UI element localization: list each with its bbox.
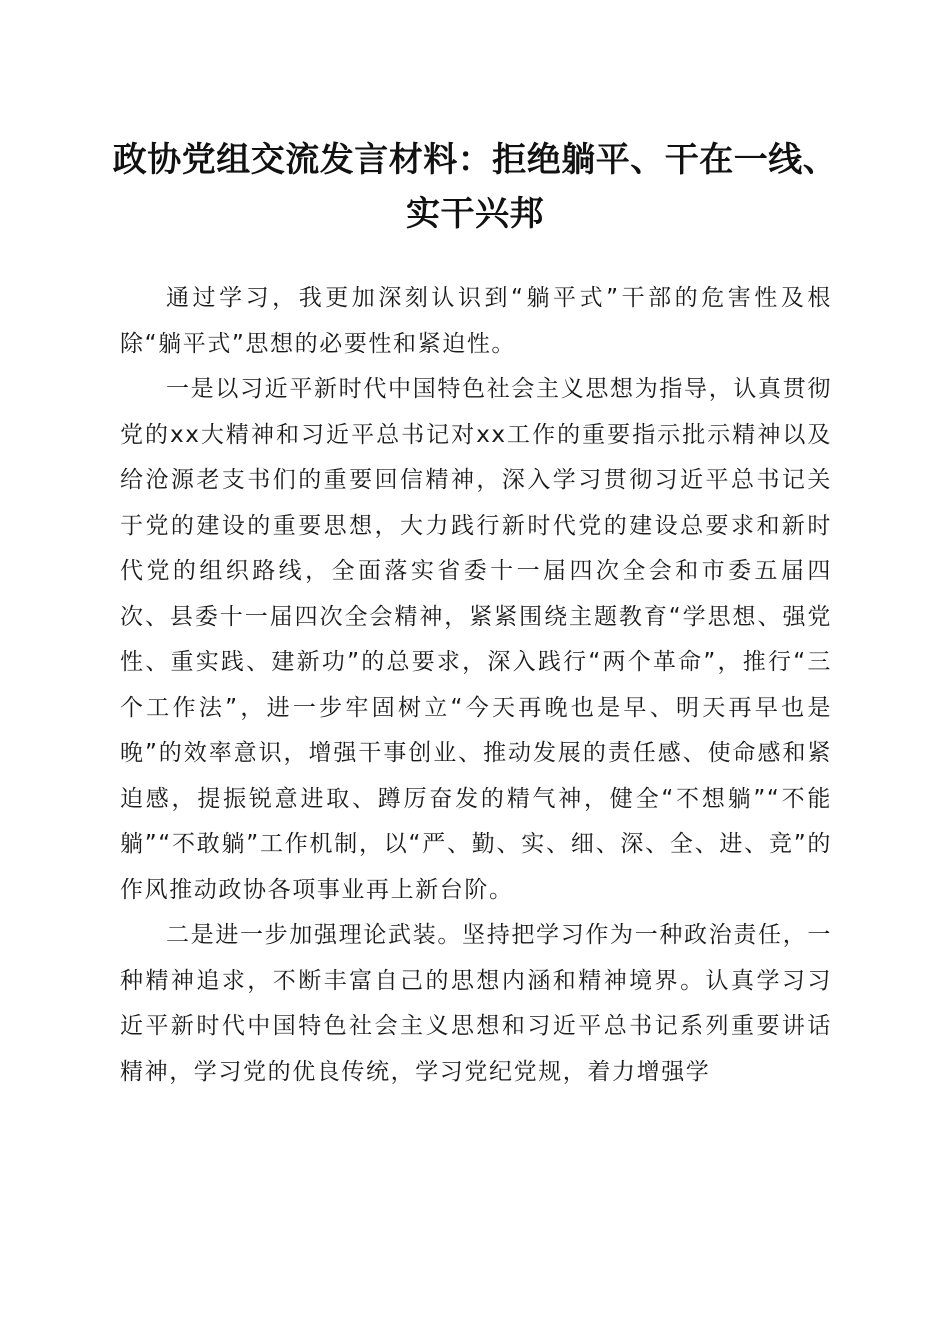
paragraph-point-two: 二是进一步加强理论武装。坚持把学习作为一种政治责任，一种精神追求，不断丰富自己的思想内涵和精神境界。认真学习习近平新时代中国特色社会主义思想和习近平总书记系列重要讲话精神，学习党的优良传统，学习党纪党规，着力增强学: [120, 922, 832, 1085]
paragraph-point-one: 一是以习近平新时代中国特色社会主义思想为指导，认真贯彻党的xx大精神和习近平总书记对xx工作的重要指示批示精神以及给沧源老支书们的重要回信精神，深入学习贯彻习近平总书记关于党的建设的重要思想，大力践行新时代党的建设总要求和新时代党的组织路线，全面落实省委十一届四次全会和市委五届四次、县委十一届四次全会精神，紧紧围绕主题教育“学思想、强党性、重实践、建新功”的总要求，深入践行“两个革命”，推行“三个工作法”，进一步牢固树立“今天再晚也是早、明天再早也是晚”的效率意识，增强干事创业、推动发展的责任感、使命感和紧迫感，提振锐意进取、蹲厉奋发的精气神，健全“不想躺”“不能躺”“不敢躺”工作机制，以“严、勤、实、细、深、全、进、竞”的作风推动政协各项事业再上新台阶。: [120, 376, 832, 903]
document-body: [120, 276, 832, 1095]
title-line-1: 政协党组交流发言材料：拒绝躺平、干在一线、: [112, 140, 838, 180]
paragraph-intro: 通过学习，我更加深刻认识到“躺平式”干部的危害性及根除“躺平式”思想的必要性和紧迫性。: [120, 285, 832, 357]
title-line-2: 实干兴邦: [406, 194, 544, 234]
document-title: [105, 133, 845, 241]
